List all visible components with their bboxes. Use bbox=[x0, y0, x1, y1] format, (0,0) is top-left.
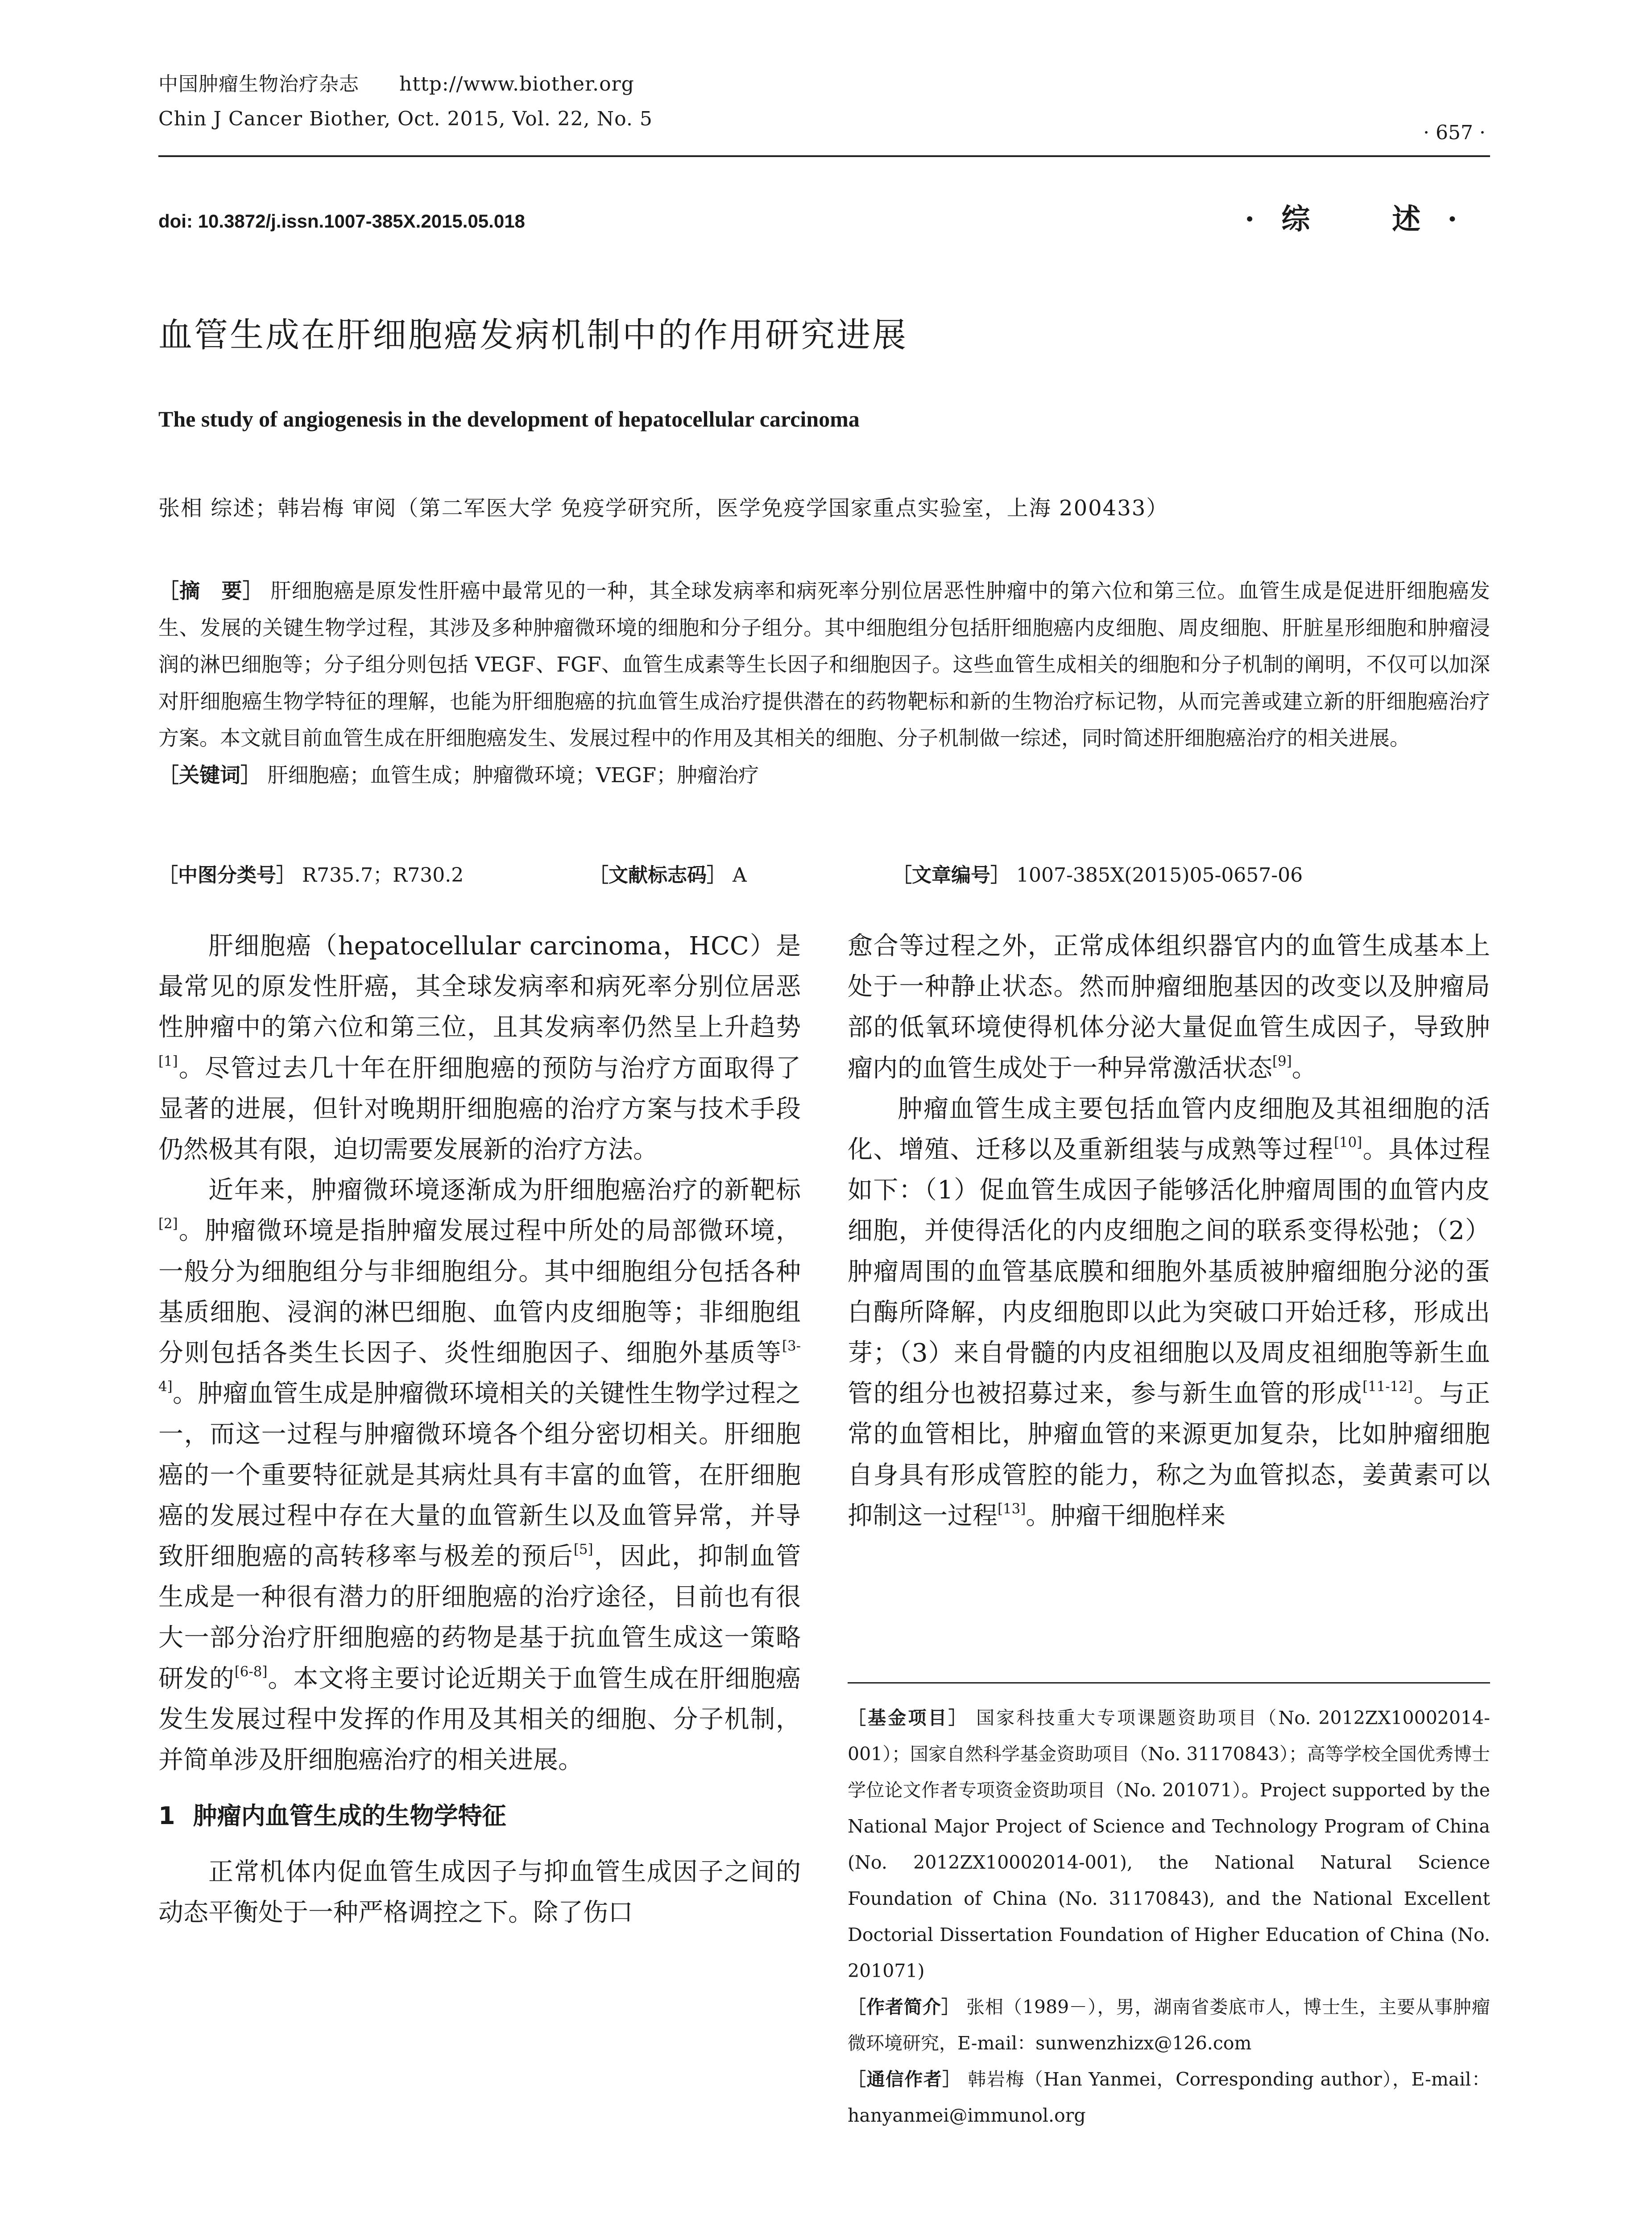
citation[interactable]: [11-12] bbox=[1362, 1378, 1413, 1395]
article-title-en: The study of angiogenesis in the development of hepatocellular carcinoma bbox=[158, 406, 860, 431]
text-span: 肿瘤血管生成主要包括血管内皮细胞及其祖细胞的活化、增殖、迁移以及重新组装与成熟等过程 bbox=[848, 1094, 1490, 1165]
fund-note bbox=[848, 1700, 1490, 1989]
abstract bbox=[158, 572, 1490, 794]
doi[interactable]: doi: 10.3872/j.issn.1007-385X.2015.05.018 bbox=[158, 211, 525, 232]
article-number-value: 1007-385X(2015)05-0657-06 bbox=[1016, 864, 1303, 887]
corresponding-note bbox=[848, 2061, 1490, 2134]
author-note-text: 张相（1989－），男，湖南省娄底市人，博士生，主要从事肿瘤微环境研究，E-mail：sunwenzhizx@126.com bbox=[848, 1996, 1491, 2054]
page-number: · 657 · bbox=[1423, 121, 1486, 144]
text-span: ，因此，抑制血管生成是一种很有潜力的肝细胞癌的治疗途径，目前也有很大一部分治疗肝细胞癌的药物是基于抗血管生成这一策略研发的 bbox=[158, 1542, 801, 1693]
doc-code bbox=[589, 859, 747, 887]
continued-paragraph bbox=[848, 926, 1490, 1089]
intro-paragraph-1 bbox=[158, 926, 801, 1170]
keywords-text: 肝细胞癌；血管生成；肿瘤微环境；VEGF；肿瘤治疗 bbox=[267, 763, 759, 787]
section1-paragraph-1: 正常机体内促血管生成因子与抑血管生成因子之间的动态平衡处于一种严格调控之下。除了伤口 bbox=[158, 1858, 801, 1928]
keywords bbox=[158, 757, 1490, 794]
footnotes bbox=[848, 1700, 1490, 2134]
text-span: 肝细胞癌（hepatocellular carcinoma，HCC）是最常见的原发性肝癌，其全球发病率和病死率分别位居恶性肿瘤中的第六位和第三位，且其发病率仍然呈上升趋势 bbox=[158, 932, 801, 1042]
clc-number bbox=[158, 859, 464, 887]
corresponding-text: 韩岩梅（Han Yanmei，Corresponding author），E-mail：hanyanmei@immunol.org bbox=[848, 2069, 1490, 2126]
doc-code-value: A bbox=[733, 864, 747, 887]
header-rule bbox=[158, 155, 1490, 157]
citation[interactable]: [10] bbox=[1333, 1134, 1362, 1151]
text-span: 近年来，肿瘤微环境逐渐成为肝细胞癌治疗的新靶标 bbox=[208, 1176, 801, 1205]
citation[interactable]: [1] bbox=[158, 1053, 178, 1069]
keywords-label: ［关键词］ bbox=[158, 763, 261, 787]
citation[interactable]: [9] bbox=[1272, 1053, 1292, 1069]
footnote-rule bbox=[848, 1682, 1490, 1684]
citation[interactable]: [5] bbox=[573, 1541, 593, 1558]
text-span: 。肿瘤干细胞样来 bbox=[1026, 1501, 1226, 1530]
right-column bbox=[848, 926, 1490, 1536]
text-span: 。肿瘤血管生成是肿瘤微环境相关的关键性生物学过程之一，而这一过程与肿瘤微环境各个组分密切相关。肝细胞癌的一个重要特征就是其病灶具有丰富的血管，在肝细胞癌的发展过程中存在大量的血管新生以及血管异常，并导致肝细胞癌的高转移率与极差的预后 bbox=[158, 1379, 801, 1572]
article-title-cn: 血管生成在肝细胞癌发病机制中的作用研究进展 bbox=[158, 315, 908, 355]
text-span: 。具体过程如下：（1）促血管生成因子能够活化肿瘤周围的血管内皮细胞，并使得活化的内皮细胞之间的联系变得松弛；（2）肿瘤周围的血管基底膜和细胞外基质被肿瘤细胞分泌的蛋白酶所降解，内皮细胞即以此为突破口开始迁移，形成出芽；（3）来自骨髓的内皮祖细胞以及周皮祖细胞等新生血管的组分也被招募过来，参与新生血管的形成 bbox=[848, 1135, 1491, 1409]
author-note bbox=[848, 1989, 1490, 2061]
clc-value: R735.7；R730.2 bbox=[302, 864, 464, 887]
section-heading-1 bbox=[158, 1794, 801, 1838]
text-span: 。尽管过去几十年在肝细胞癌的预防与治疗方面取得了显著的进展，但针对晚期肝细胞癌的治疗方案与技术手段仍然极其有限，迫切需要发展新的治疗方法。 bbox=[158, 1053, 801, 1165]
article-number-label: ［文章编号］ bbox=[892, 864, 1010, 887]
text-span: 。与正常的血管相比，肿瘤血管的来源更加复杂，比如肿瘤细胞自身具有形成管腔的能力，称之为血管拟态，姜黄素可以抑制这一过程 bbox=[848, 1379, 1491, 1530]
text-span: 愈合等过程之外，正常成体组织器官内的血管生成基本上处于一种静止状态。然而肿瘤细胞基因的改变以及肿瘤局部的低氧环境使得机体分泌大量促血管生成因子，导致肿瘤内的血管生成处于一种异常激活状态 bbox=[848, 932, 1490, 1083]
article-number bbox=[892, 859, 1303, 887]
citation[interactable]: [6-8] bbox=[234, 1663, 268, 1680]
journal-name-en: Chin J Cancer Biother, Oct. 2015, Vol. 22, No. 5 bbox=[158, 108, 653, 130]
abstract-label: ［摘 要］ bbox=[158, 579, 264, 603]
running-header bbox=[158, 67, 1363, 137]
author-note-label: ［作者简介］ bbox=[848, 1996, 960, 2018]
doc-code-label: ［文献标志码］ bbox=[589, 864, 726, 887]
section-number: 1 bbox=[158, 1802, 175, 1830]
text-span: 。本文将主要讨论近期关于血管生成在肝细胞癌发生发展过程中发挥的作用及其相关的细胞、分子机制，并简单涉及肝细胞癌治疗的相关进展。 bbox=[158, 1664, 801, 1775]
corresponding-label: ［通信作者］ bbox=[848, 2069, 961, 2090]
journal-name-cn: 中国肿瘤生物治疗杂志 bbox=[158, 73, 359, 95]
citation[interactable]: [3-4] bbox=[158, 1338, 801, 1395]
citation[interactable]: [2] bbox=[158, 1215, 178, 1232]
text-span: 。 bbox=[1292, 1053, 1317, 1083]
intro-paragraph-2 bbox=[158, 1170, 801, 1780]
body-paragraph bbox=[848, 1089, 1490, 1536]
section-tag: ·综 述· bbox=[1245, 203, 1484, 236]
clc-label: ［中图分类号］ bbox=[158, 864, 296, 887]
journal-url[interactable]: http://www.biother.org bbox=[399, 73, 634, 95]
text-span: 。肿瘤微环境是指肿瘤发展过程中所处的局部微环境，一般分为细胞组分与非细胞组分。其中细胞组分包括各种基质细胞、浸润的淋巴细胞、血管内皮细胞等；非细胞组分则包括各类生长因子、炎性细胞因子、细胞外基质等 bbox=[158, 1216, 801, 1368]
section-title: 肿瘤内血管生成的生物学特征 bbox=[193, 1802, 506, 1830]
left-column bbox=[158, 926, 801, 1933]
fund-label: ［基金项目］ bbox=[848, 1707, 969, 1729]
authors-affiliation: 张相 综述；韩岩梅 审阅（第二军医大学 免疫学研究所，医学免疫学国家重点实验室，上海 200433） bbox=[158, 496, 1169, 521]
fund-text: 国家科技重大专项课题资助项目（No. 2012ZX10002014-001）；国家自然科学基金资助项目（No. 31170843）；高等学校全国优秀博士学位论文作者专项资金资助项目（No. 201071）。Project supported by the National Major Project of Science and Technology Program of China (No. 2012ZX10002014-001), the National Natural Science Foundation of China (No. 31170843), and the National Excellent Doctorial Dissertation Foundation of Higher Education of China (No. 201071) bbox=[848, 1707, 1490, 1982]
citation[interactable]: [13] bbox=[998, 1501, 1026, 1517]
abstract-text: 肝细胞癌是原发性肝癌中最常见的一种，其全球发病率和病死率分别位居恶性肿瘤中的第六位和第三位。血管生成是促进肝细胞癌发生、发展的关键生物学过程，其涉及多种肿瘤微环境的细胞和分子组分。其中细胞组分包括肝细胞癌内皮细胞、周皮细胞、肝脏星形细胞和肿瘤浸润的淋巴细胞等；分子组分则包括 VEGF、FGF、血管生成素等生长因子和细胞因子。这些血管生成相关的细胞和分子机制的阐明，不仅可以加深对肝细胞癌生物学特征的理解，也能为肝细胞癌的抗血管生成治疗提供潜在的药物靶标和新的生物治疗标记物，从而完善或建立新的肝细胞癌治疗方案。本文就目前血管生成在肝细胞癌发生、发展过程中的作用及其相关的细胞、分子机制做一综述，同时简述肝细胞癌治疗的相关进展。 bbox=[158, 579, 1491, 751]
